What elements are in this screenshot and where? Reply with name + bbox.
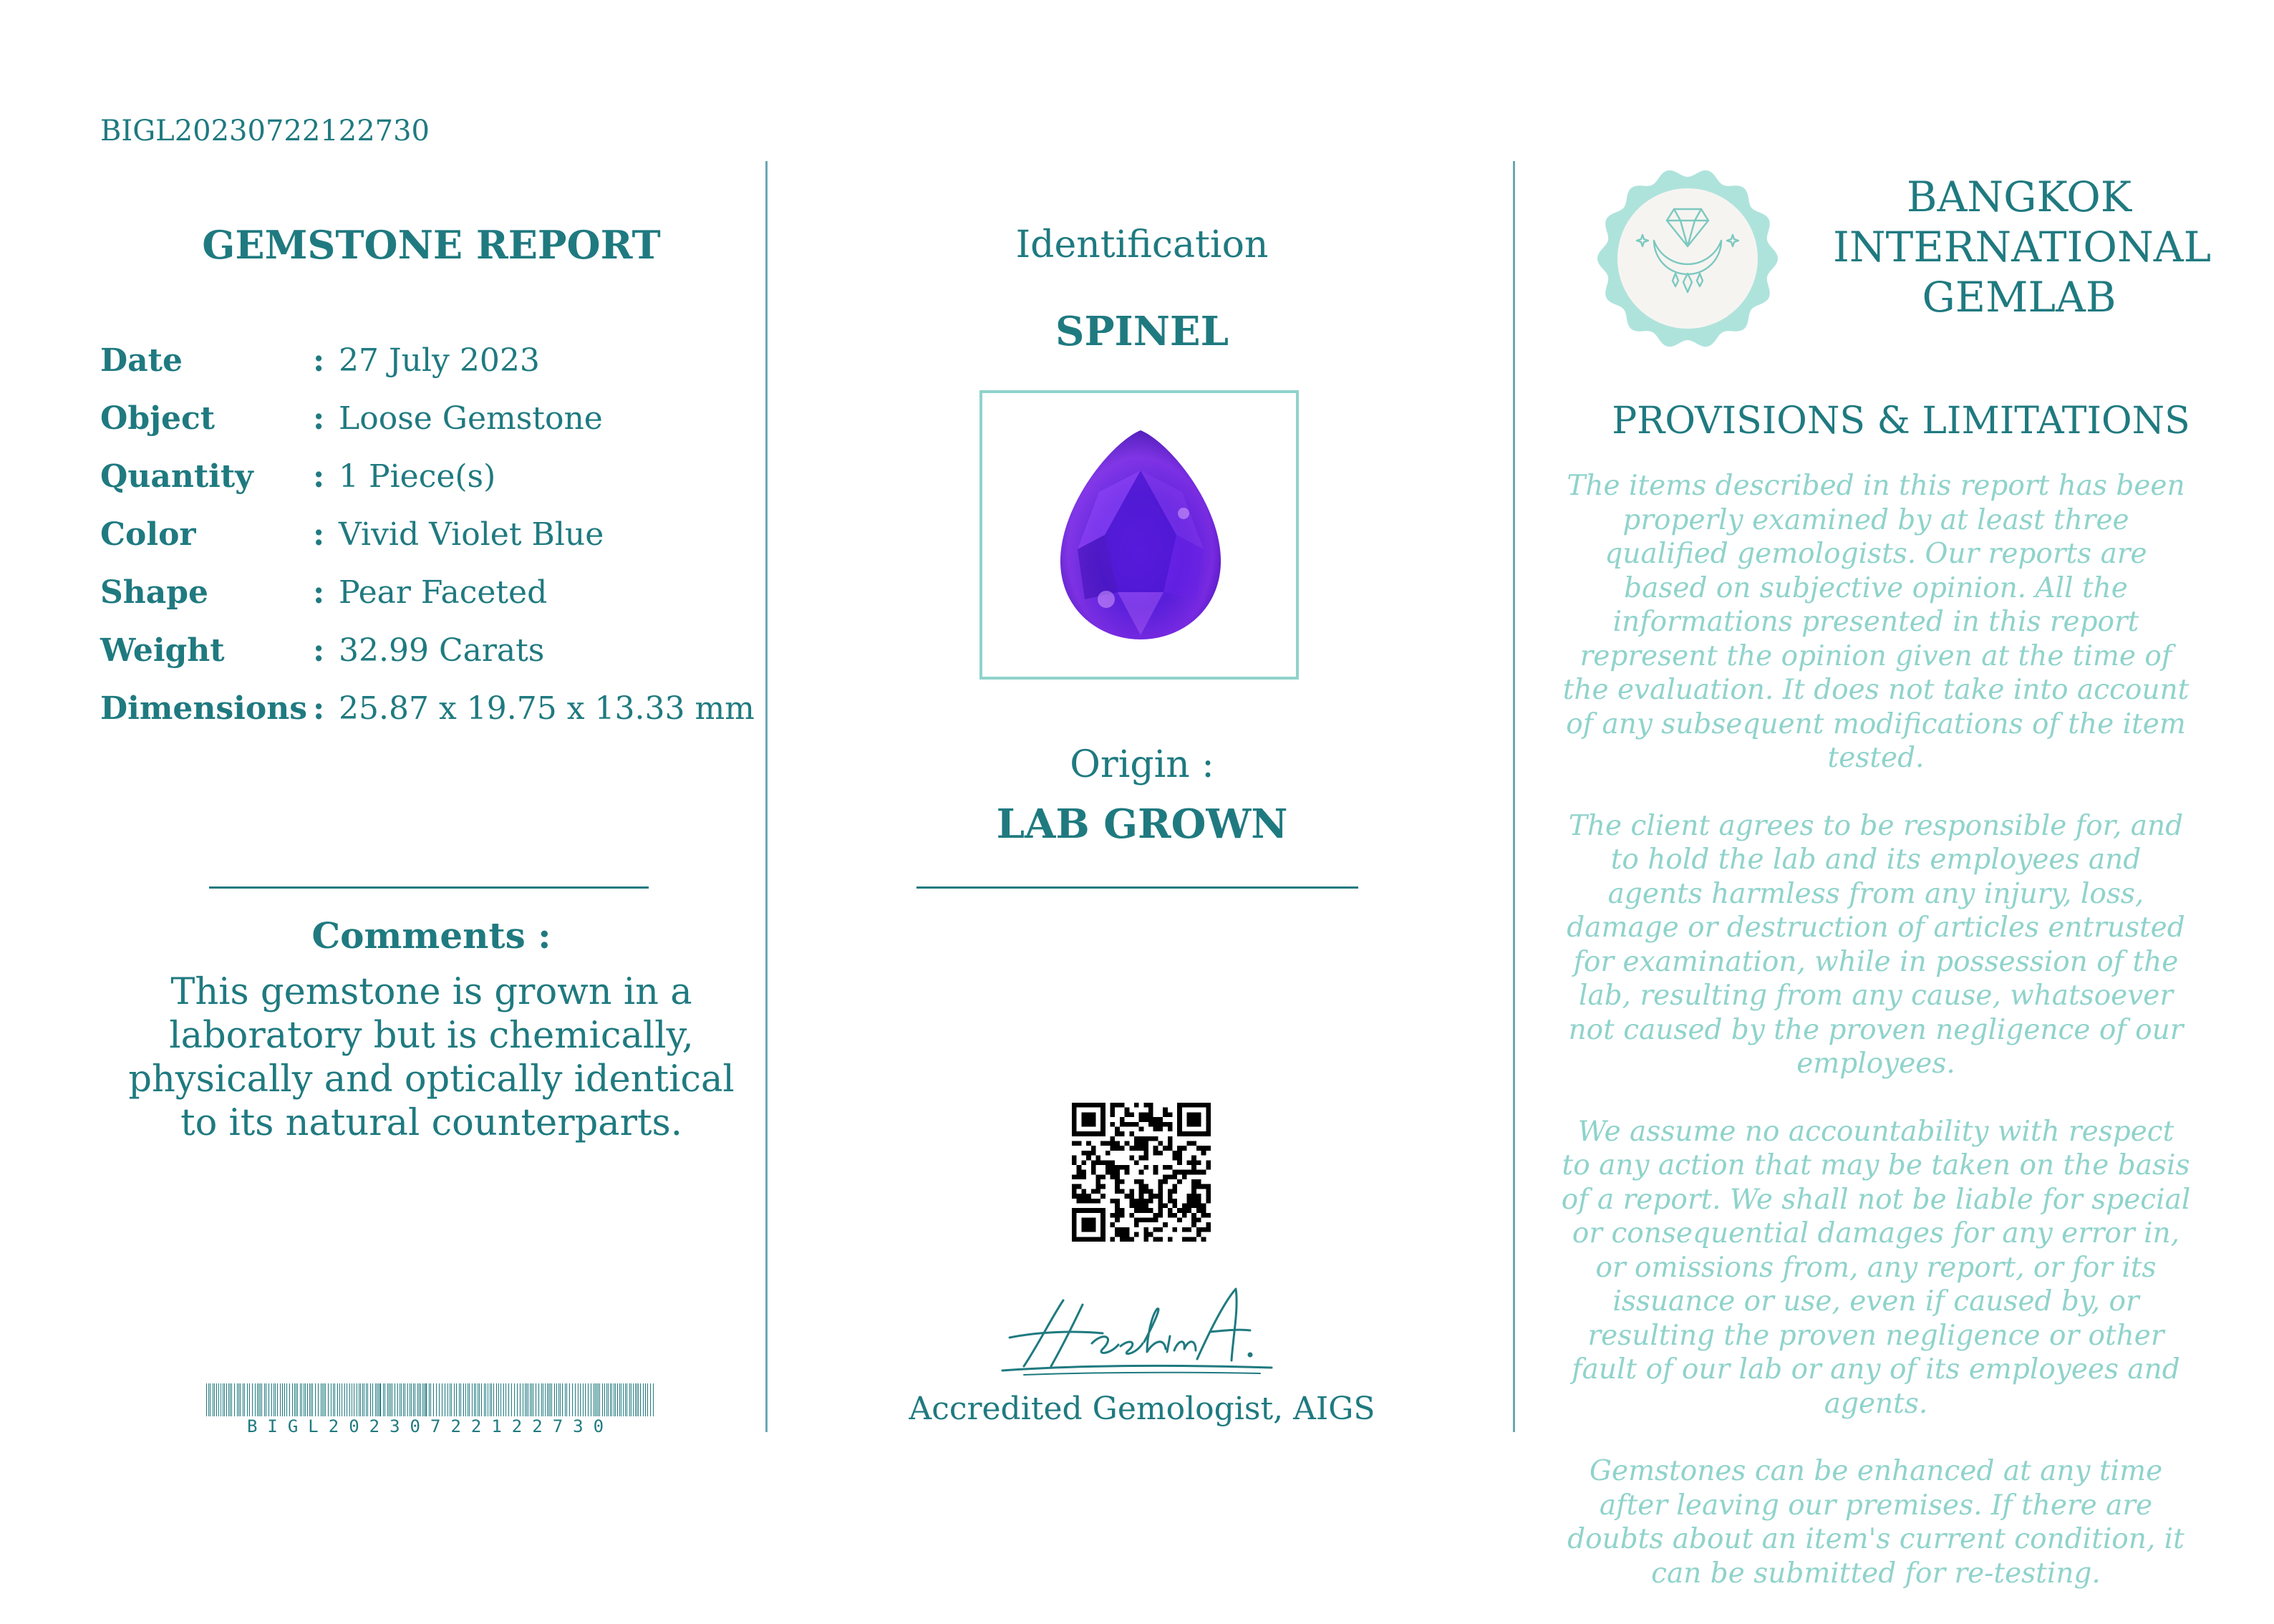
detail-value: 32.99 Carats <box>339 632 545 669</box>
provisions-text <box>1561 469 2191 1624</box>
lab-name <box>1833 172 2212 322</box>
origin-label: Origin : <box>1070 743 1214 786</box>
lab-name-line: GEMLAB <box>1922 273 2116 322</box>
comments-title: Comments : <box>311 914 551 957</box>
barcode <box>206 1383 654 1416</box>
detail-row-dimensions <box>100 690 759 748</box>
provisions-paragraph: We assume no accountability with respect to any action that may be taken on the basis of a report. We shall not be liable for special or consequential damages for any error in, or omissions from, any report, or for its issuance or use, even if caused by, or resulting the proven negligence or other fault of our lab or any of its employees and agents. <box>1561 1115 2191 1420</box>
detail-separator: : <box>313 574 325 611</box>
lab-name-line: BANGKOK <box>1906 173 2132 221</box>
detail-label: Color <box>100 516 196 553</box>
detail-separator: : <box>313 400 325 437</box>
detail-row-date <box>100 342 759 400</box>
detail-separator: : <box>313 632 325 669</box>
divider-rule <box>209 886 649 889</box>
gemologist-title: Accredited Gemologist, AIGS <box>909 1391 1375 1427</box>
detail-value: Vivid Violet Blue <box>339 516 604 553</box>
details-list <box>100 342 759 748</box>
provisions-paragraph: The client agrees to be responsible for, and to hold the lab and its employees and agents harmless from any injury, loss, damage or destruction of articles entrusted for examination, while in possession of the lab, resulting from any cause, whatsoever not caused by the proven negligence of our employees. <box>1567 809 2185 1080</box>
detail-row-color <box>100 516 759 574</box>
detail-value: 1 Piece(s) <box>339 458 496 495</box>
detail-separator: : <box>313 342 325 379</box>
detail-separator: : <box>313 690 325 727</box>
comments-text: This gemstone is grown in a laboratory but is chemically, physically and optically identical to its natural counterparts. <box>128 971 735 1144</box>
detail-value: 27 July 2023 <box>339 342 540 379</box>
detail-row-quantity <box>100 458 759 516</box>
detail-label: Quantity <box>100 458 253 495</box>
origin-value: LAB GROWN <box>996 801 1288 848</box>
detail-value: Pear Faceted <box>339 574 548 611</box>
detail-separator: : <box>313 458 325 495</box>
detail-label: Shape <box>100 574 209 611</box>
divider-rule <box>916 886 1358 889</box>
detail-row-object <box>100 400 759 458</box>
barcode-text: BIGL20230722122730 <box>246 1416 614 1436</box>
lab-name-line: INTERNATIONAL <box>1833 223 2212 271</box>
report-title: GEMSTONE REPORT <box>202 222 661 268</box>
detail-label: Date <box>100 342 183 379</box>
seal-logo-icon <box>1597 166 1779 351</box>
detail-label: Weight <box>100 632 225 669</box>
detail-value: 25.87 x 19.75 x 13.33 mm <box>339 690 755 727</box>
detail-value: Loose Gemstone <box>339 400 603 437</box>
detail-row-shape <box>100 574 759 632</box>
signature <box>995 1280 1282 1381</box>
gemstone-photo <box>1056 427 1225 642</box>
provisions-paragraph: The items described in this report has been properly examined by at least three qualified gemologists. Our reports are based on subjective opinion. All the informations presented in this report represent the opinion given at the time of the evaluation. It does not take into account of any subsequent modifications of the item tested. <box>1562 470 2190 774</box>
provisions-title: PROVISIONS & LIMITATIONS <box>1612 400 2190 443</box>
qr-code <box>1072 1103 1211 1242</box>
detail-label: Dimensions <box>100 690 308 727</box>
identification-label: Identification <box>1015 223 1269 266</box>
detail-row-weight <box>100 632 759 690</box>
detail-label: Object <box>100 400 216 437</box>
identification-value: SPINEL <box>1055 308 1229 355</box>
column-divider <box>765 161 768 1432</box>
detail-separator: : <box>313 516 325 553</box>
report-id: BIGL20230722122730 <box>100 115 430 148</box>
provisions-paragraph: Gemstones can be enhanced at any time after leaving our premises. If there are doubts about an item's current condition, it can be submitted for re-testing. <box>1567 1455 2185 1590</box>
